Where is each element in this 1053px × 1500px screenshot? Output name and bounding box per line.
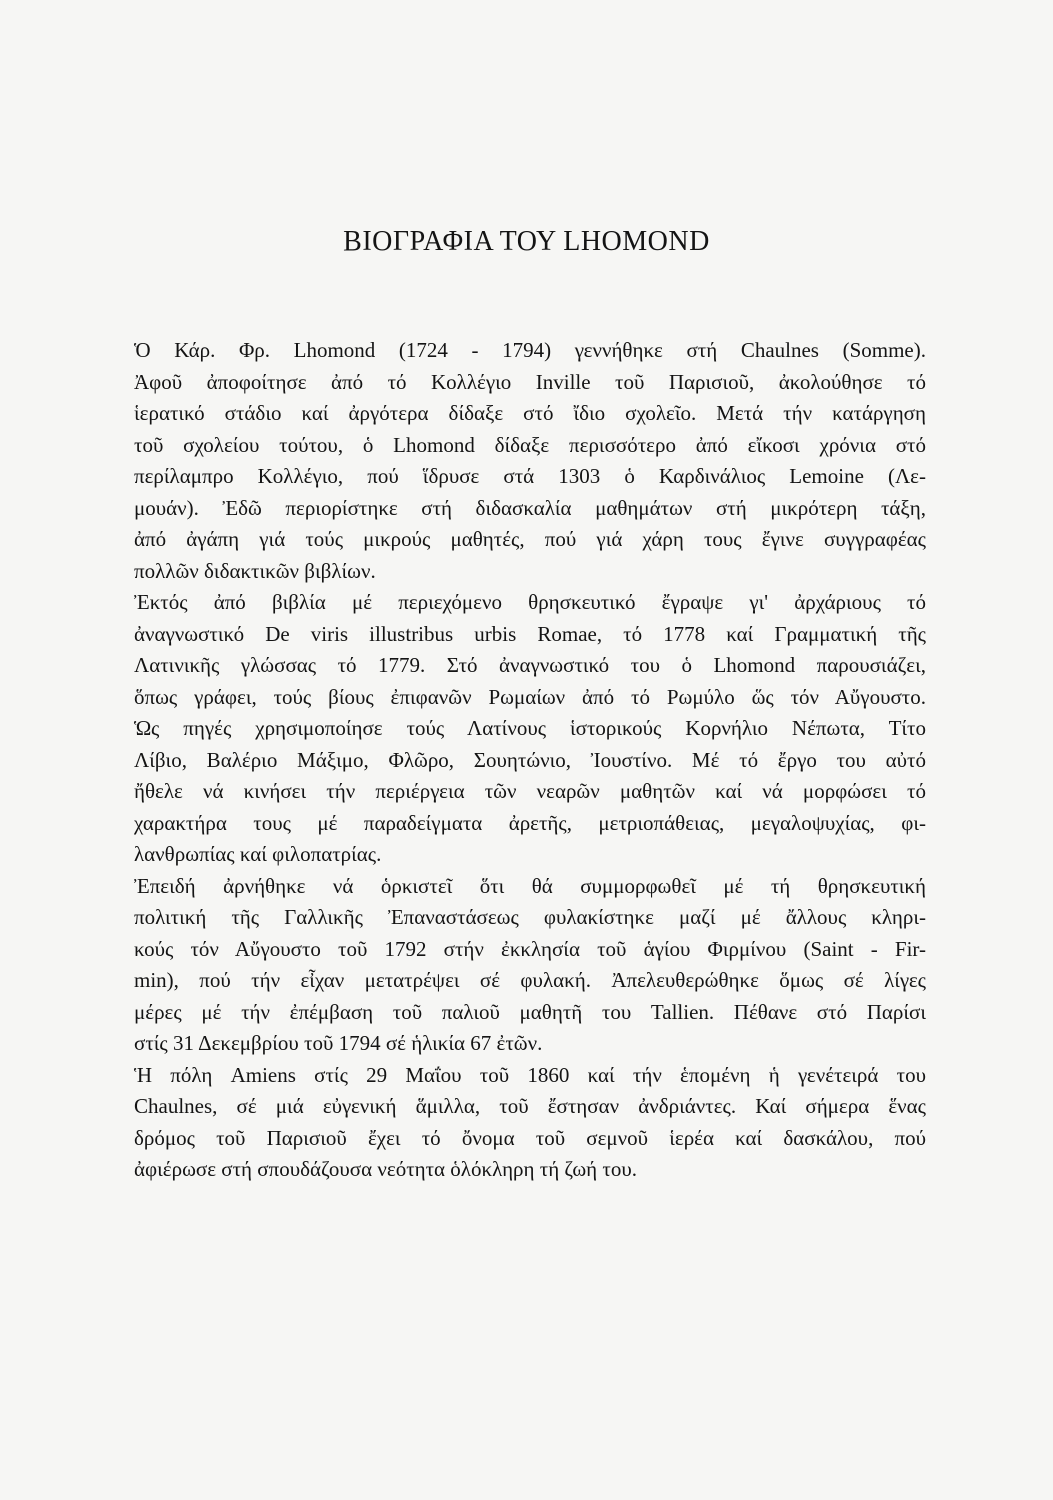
text-line: περίλαμπρο Κολλέγιο, πού ἵδρυσε στά 1303 ὁ Καρδινάλιος Lemoine (Λε-: [134, 464, 926, 488]
text-line: Λίβιο, Βαλέριο Μάξιμο, Φλῶρο, Σουητώνιο, Ἰουστίνο. Μέ τό ἔργο του αὐτό: [134, 747, 926, 772]
text-line: χαρακτήρα τους μέ παραδείγματα ἀρετῆς, μετριοπάθειας, μεγαλοψυχίας, φι-: [134, 810, 926, 835]
text-line: min), πού τήν εἶχαν μετατρέψει σέ φυλακή. Ἀπελευθερώθηκε ὅμως σέ λίγες: [134, 968, 926, 992]
text-line: ἱερατικό στάδιο καί ἀργότερα δίδαξε στό ἴδιο σχολεῖο. Μετά τήν κατάργηση: [134, 401, 926, 425]
text-line: Ἡ πόλη Amiens στίς 29 Μαΐου τοῦ 1860 καί τήν ἑπομένη ἡ γενέτειρά του: [134, 1062, 926, 1087]
text-line: ἤθελε νά κινήσει τήν περιέργεια τῶν νεαρῶν μαθητῶν καί νά μορφώσει τό: [134, 779, 926, 803]
text-line: κούς τόν Αὔγουστο τοῦ 1792 στήν ἐκκλησία τοῦ ἁγίου Φιρμίνου (Saint - Fir-: [134, 936, 926, 961]
text-line: Λατινικῆς γλώσσας τό 1779. Στό ἀναγνωστικό του ὁ Lhomond παρουσιάζει,: [134, 653, 926, 677]
text-line: ἀφιέρωσε στή σπουδάζουσα νεότητα ὁλόκληρη τή ζωή του.: [134, 1157, 638, 1181]
text-line: μέρες μέ τήν ἐπέμβαση τοῦ παλιοῦ μαθητῆ του Tallien. Πέθανε στό Παρίσι: [134, 999, 926, 1024]
text-line: πολλῶν διδακτικῶν βιβλίων.: [134, 558, 376, 583]
text-line: Ἀφοῦ ἀποφοίτησε ἀπό τό Κολλέγιο Inville τοῦ Παρισιοῦ, ἀκολούθησε τό: [134, 369, 926, 394]
page-title: ΒΙΟΓΡΑΦΙΑ ΤΟΥ LHOMOND: [343, 226, 710, 257]
text-line: ἀπό ἀγάπη γιά τούς μικρούς μαθητές, πού γιά χάρη τους ἔγινε συγγραφέας: [134, 527, 926, 551]
text-line: ἀναγνωστικό De viris illustribus urbis Romae, τό 1778 καί Γραμματική τῆς: [134, 621, 926, 646]
biography-text: [134, 335, 926, 1186]
paragraph: [134, 587, 926, 871]
text-line: ὅπως γράφει, τούς βίους ἐπιφανῶν Ρωμαίων ἀπό τό Ρωμύλο ὥς τόν Αὔγουστο.: [134, 684, 926, 709]
text-line: Ἐπειδή ἀρνήθηκε νά ὁρκιστεῖ ὅτι θά συμμορφωθεῖ μέ τή θρησκευτική: [134, 873, 926, 898]
text-line: μουάν). Ἐδῶ περιορίστηκε στή διδασκαλία μαθημάτων στή μικρότερη τάξη,: [134, 495, 926, 520]
text-line: λανθρωπίας καί φιλοπατρίας.: [134, 842, 382, 866]
text-line: Ἐκτός ἀπό βιβλία μέ περιεχόμενο θρησκευτικό ἔγραψε γι' ἀρχάριους τό: [134, 590, 926, 614]
paragraph: [134, 1060, 926, 1186]
text-line: πολιτική τῆς Γαλλικῆς Ἐπαναστάσεως φυλακίστηκε μαζί μέ ἄλλους κληρι-: [134, 905, 926, 929]
text-line: τοῦ σχολείου τούτου, ὁ Lhomond δίδαξε περισσότερο ἀπό εἴκοσι χρόνια στό: [134, 432, 926, 457]
text-line: στίς 31 Δεκεμβρίου τοῦ 1794 σέ ἡλικία 67 ἐτῶν.: [134, 1031, 543, 1055]
text-line: Ὁ Κάρ. Φρ. Lhomond (1724 - 1794) γεννήθηκε στή Chaulnes (Somme).: [134, 338, 926, 362]
text-line: Chaulnes, σέ μιά εὐγενική ἅμιλλα, τοῦ ἔστησαν ἀνδριάντες. Καί σήμερα ἕνας: [134, 1094, 926, 1118]
text-line: δρόμος τοῦ Παρισιοῦ ἔχει τό ὄνομα τοῦ σεμνοῦ ἱερέα καί δασκάλου, πού: [134, 1125, 926, 1150]
paragraph: [134, 335, 926, 587]
paragraph: [134, 871, 926, 1060]
text-line: Ὡς πηγές χρησιμοποίησε τούς Λατίνους ἱστορικούς Κορνήλιο Νέπωτα, Τίτο: [134, 716, 926, 740]
